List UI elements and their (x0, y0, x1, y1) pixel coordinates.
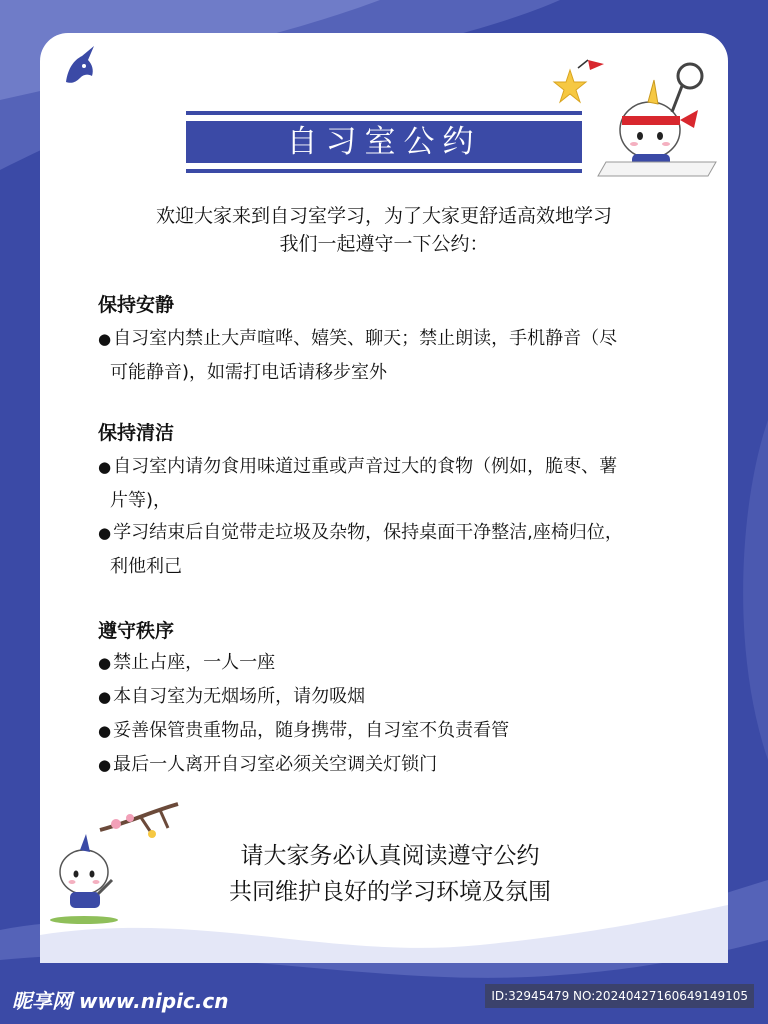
page-title: 自习室公约 (186, 121, 582, 163)
image-id-label: ID:32945479 NO:20240427160649149105 (485, 984, 754, 1008)
rule-item: ● 最后一人离开自习室必须关空调关灯锁门 (98, 754, 438, 775)
brand-logo (50, 38, 192, 98)
bullet-icon: ● (98, 458, 112, 476)
title-bottom-line (186, 169, 582, 173)
closing-text (160, 838, 620, 910)
unicorn-mascot-reading (548, 50, 723, 180)
intro-line-2: 我们一起遵守一下公约： (279, 233, 489, 255)
brand-name: 研途 (120, 51, 192, 92)
bullet-icon: ● (98, 330, 112, 348)
bullet-icon: ● (98, 688, 112, 706)
rule-item: ● 妥善保管贵重物品，随身携带，自习室不负责看管 (98, 720, 510, 741)
closing-line-2: 共同维护良好的学习环境及氛围 (229, 879, 551, 905)
section-title-order: 遵守秩序 (98, 620, 175, 642)
watermark-brand: 昵享网 www.nipic.cn (12, 989, 229, 1013)
rule-item: ● 自习室内禁止大声喧哗、嬉笑、聊天；禁止朗读，手机静音（尽 可能静音)，如需打电话请移步室外 (98, 328, 618, 383)
unicorn-logo-icon (50, 38, 110, 98)
intro-line-1: 欢迎大家来到自习室学习，为了大家更舒适高效地学习 (155, 205, 612, 227)
closing-line-1: 请大家务必认真阅读遵守公约 (240, 843, 540, 869)
bullet-icon: ● (98, 756, 112, 774)
title-banner (186, 111, 582, 173)
bullet-icon: ● (98, 524, 112, 542)
rule-item: ● 本自习室为无烟场所，请勿吸烟 (98, 686, 366, 707)
section-title-clean: 保持清洁 (98, 422, 175, 444)
rule-item: ● 禁止占座，一人一座 (98, 652, 276, 673)
section-title-quiet: 保持安静 (98, 294, 175, 316)
rule-item: ● 学习结束后自觉带走垃圾及杂物，保持桌面干净整洁,座椅归位， 利他利己 (98, 522, 623, 577)
bullet-icon: ● (98, 654, 112, 672)
title-top-line (186, 111, 582, 115)
rule-item: ● 自习室内请勿食用味道过重或声音过大的食物（例如，脆枣、薯 片等)， (98, 456, 618, 511)
intro-text (60, 202, 708, 258)
bullet-icon: ● (98, 722, 112, 740)
